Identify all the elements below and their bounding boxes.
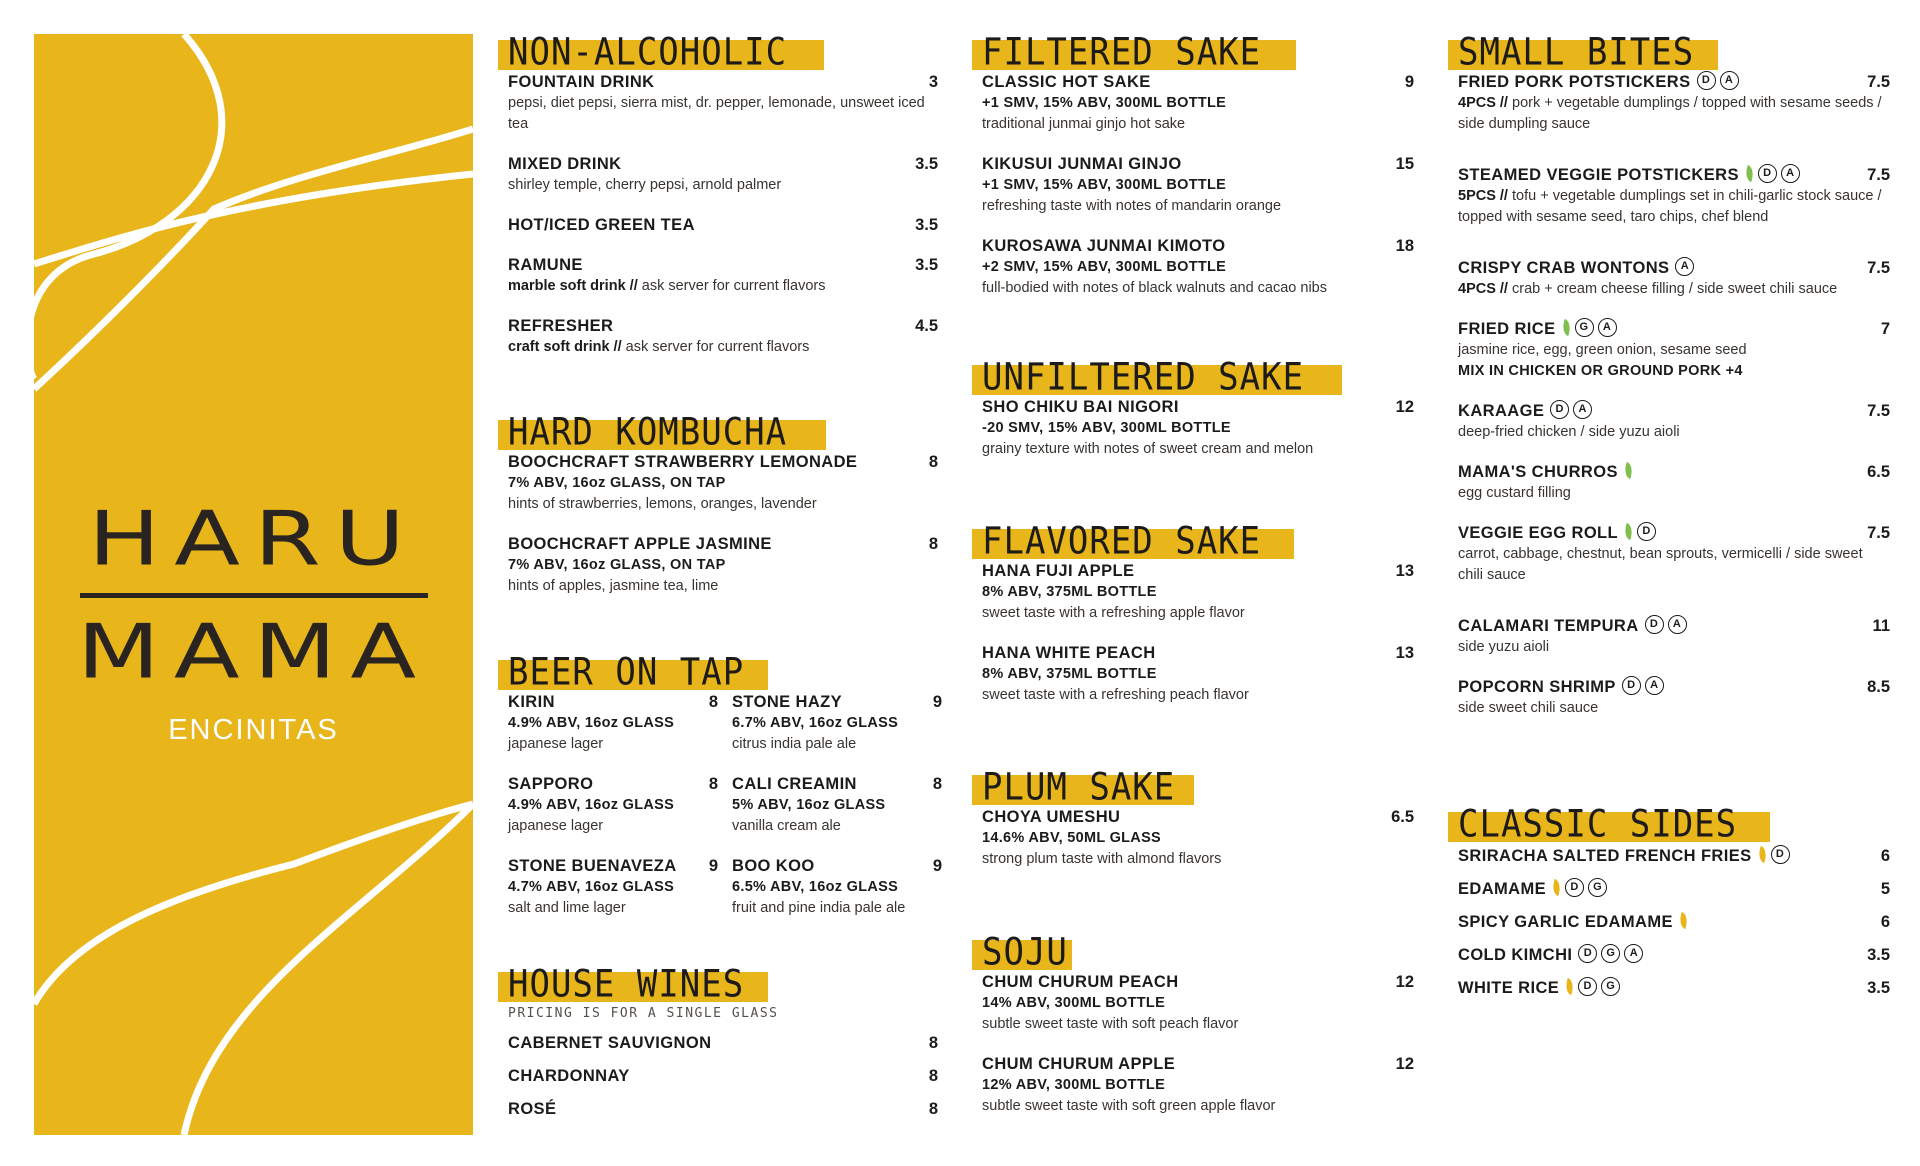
dietary-badges (1675, 257, 1694, 276)
item-name: CABERNET SAUVIGNON (508, 1034, 712, 1052)
item-name (1458, 258, 1694, 279)
small-bites-list (1448, 72, 1900, 719)
item-desc (1458, 186, 1890, 228)
item-name: KIRIN (508, 693, 555, 711)
section-title: HOUSE WINES (508, 962, 745, 1007)
menu-item (972, 561, 1424, 624)
item-header (1458, 258, 1890, 279)
menu-item (1448, 978, 1900, 998)
section-flavored-sake (972, 517, 1424, 725)
item-price: 3.5 (915, 256, 938, 274)
section-non-alcoholic (498, 28, 948, 377)
item-desc: fruit and pine india pale ale (732, 900, 906, 916)
section-note: PRICING IS FOR A SINGLE GLASS (508, 1006, 779, 1021)
item-header (1458, 165, 1890, 186)
item-price: 11 (1872, 617, 1890, 635)
item-desc: vanilla cream ale (732, 818, 841, 834)
dietary-badges (1622, 676, 1664, 695)
item-name: CLASSIC HOT SAKE (982, 73, 1151, 91)
item-desc (508, 337, 938, 358)
item-name: HANA FUJI APPLE (982, 562, 1135, 580)
item-name (1458, 879, 1607, 900)
menu-item (972, 72, 1424, 135)
vegetarian-leaf-icon (1622, 462, 1636, 479)
dietary-badges (1552, 878, 1607, 897)
item-desc-text: tofu + vegetable dumplings set in chili-garlic stock sauce / topped with sesame seed, taro chips, chef blend (1458, 188, 1882, 225)
item-name-text: WHITE RICE (1458, 978, 1560, 997)
allergen-g-icon: G (1601, 944, 1620, 963)
item-name-text: FRIED RICE (1458, 320, 1556, 338)
section-unfiltered-sake (972, 353, 1424, 479)
item-price: 6 (1880, 846, 1890, 865)
item-price: 8 (928, 535, 938, 553)
item-price: 8 (708, 775, 718, 793)
item-desc-bold: craft soft drink // (508, 339, 622, 355)
menu-item (1448, 616, 1900, 658)
menu-item (1448, 879, 1900, 899)
item-desc: strong plum taste with almond flavors (982, 851, 1222, 867)
allergen-d-icon: D (1565, 878, 1584, 897)
dietary-badges (1624, 522, 1656, 541)
item-name (1458, 945, 1643, 966)
logo (34, 491, 473, 747)
item-price: 8 (928, 1100, 938, 1118)
item-name-text: CALAMARI TEMPURA (1458, 617, 1639, 635)
item-name: FOUNTAIN DRINK (508, 73, 655, 91)
menu-item (972, 643, 1424, 706)
item-spec: 7% ABV, 16oz GLASS, ON TAP (508, 475, 726, 491)
menu-item (972, 154, 1424, 217)
item-spec: 7% ABV, 16oz GLASS, ON TAP (508, 557, 726, 573)
item-price: 9 (708, 857, 718, 875)
item-price: 3.5 (1867, 978, 1890, 997)
item-name: BOOCHCRAFT APPLE JASMINE (508, 535, 772, 553)
item-name: BOO KOO (732, 857, 815, 875)
dietary-badges (1562, 318, 1617, 337)
item-desc (508, 276, 938, 297)
item-name-text: SPICY GARLIC EDAMAME (1458, 912, 1673, 931)
item-header (1458, 462, 1890, 483)
vegan-leaf-icon (1677, 912, 1691, 929)
item-desc-bold: marble soft drink // (508, 278, 638, 294)
item-desc-text: side yuzu aioli (1458, 639, 1550, 655)
menu-item (972, 972, 1424, 1035)
menu-item (1448, 846, 1900, 866)
item-name: HANA WHITE PEACH (982, 644, 1156, 662)
item-spec: 5% ABV, 16oz GLASS (732, 797, 886, 813)
menu-item (732, 856, 956, 919)
menu-item (1448, 945, 1900, 965)
item-name: CHUM CHURUM PEACH (982, 973, 1179, 991)
section-title: FILTERED SAKE (982, 30, 1262, 75)
item-price: 8 (708, 693, 718, 711)
item-price: 5 (1880, 879, 1890, 898)
item-name (1458, 462, 1633, 483)
menu-item (1448, 462, 1900, 504)
item-desc: refreshing taste with notes of mandarin orange (982, 198, 1282, 214)
menu-item (972, 236, 1424, 299)
item-desc: shirley temple, cherry pepsi, arnold palmer (508, 177, 782, 193)
item-desc-text: jasmine rice, egg, green onion, sesame seed (1458, 342, 1747, 358)
menu-item (498, 1099, 948, 1120)
item-price: 3 (928, 73, 938, 91)
item-name: BOOCHCRAFT STRAWBERRY LEMONADE (508, 453, 858, 471)
allergen-d-icon: D (1645, 615, 1664, 634)
menu-item (1448, 912, 1900, 932)
item-name-text: EDAMAME (1458, 879, 1547, 898)
section-title: SOJU (982, 930, 1068, 975)
item-desc: pepsi, diet pepsi, sierra mist, dr. pepper, lemonade, unsweet iced tea (508, 95, 925, 132)
item-spec: +1 SMV, 15% ABV, 300ML BOTTLE (982, 177, 1227, 193)
menu-item (498, 1033, 948, 1054)
item-name: CHARDONNAY (508, 1067, 630, 1085)
allergen-a-icon: A (1624, 944, 1643, 963)
vegetarian-leaf-icon (1559, 319, 1573, 336)
item-price: 12 (1395, 973, 1414, 991)
item-price: 6.5 (1867, 463, 1890, 481)
item-desc (1458, 544, 1890, 586)
menu-item (508, 692, 732, 755)
item-desc (1458, 698, 1890, 719)
item-name (1458, 912, 1688, 933)
menu-item (508, 856, 732, 919)
item-price: 12 (1395, 1055, 1414, 1073)
item-price: 9 (932, 857, 942, 875)
section-title: NON-ALCOHOLIC (508, 30, 788, 75)
allergen-d-icon: D (1637, 522, 1656, 541)
item-desc-text: egg custard filling (1458, 485, 1571, 501)
item-name: MIXED DRINK (508, 155, 622, 173)
menu-item (1448, 165, 1900, 228)
item-desc-text: side sweet chili sauce (1458, 700, 1599, 716)
item-name (1458, 72, 1739, 93)
section-classic-sides (1448, 800, 1900, 1011)
section-soju (972, 928, 1424, 1136)
item-desc-bold: 4PCS // (1458, 95, 1508, 111)
item-name: CALI CREAMIN (732, 775, 857, 793)
item-desc-bold: 4PCS // (1458, 281, 1508, 297)
item-desc: citrus india pale ale (732, 736, 857, 752)
item-name: ROSÉ (508, 1100, 557, 1118)
item-price: 8 (932, 775, 942, 793)
item-name-text: MAMA'S CHURROS (1458, 463, 1618, 481)
item-spec: 4.9% ABV, 16oz GLASS (508, 797, 675, 813)
item-header (1458, 72, 1890, 93)
menu-item (1448, 677, 1900, 719)
item-desc-text: ask server for current flavors (625, 339, 810, 355)
menu-item (1448, 523, 1900, 586)
menu-item (498, 316, 948, 358)
item-desc: full-bodied with notes of black walnuts and cacao nibs (982, 280, 1327, 296)
menu-item (498, 1066, 948, 1087)
item-name (1458, 165, 1800, 186)
item-header (1458, 523, 1890, 544)
item-desc: traditional junmai ginjo hot sake (982, 116, 1186, 132)
item-name (1458, 616, 1687, 637)
item-spec: 12% ABV, 300ML BOTTLE (982, 1077, 1166, 1093)
vegan-leaf-icon (1550, 879, 1564, 896)
item-desc (1458, 637, 1890, 658)
dietary-badges (1624, 463, 1633, 478)
item-name-text: CRISPY CRAB WONTONS (1458, 259, 1670, 277)
vegetarian-leaf-icon (1622, 523, 1636, 540)
item-spec: 6.7% ABV, 16oz GLASS (732, 715, 899, 731)
item-name: CHOYA UMESHU (982, 808, 1121, 826)
dietary-badges (1758, 845, 1790, 864)
menu-item (498, 452, 948, 515)
dietary-badges (1645, 615, 1687, 634)
menu-item (1448, 258, 1900, 300)
item-name: CHUM CHURUM APPLE (982, 1055, 1176, 1073)
item-price: 13 (1395, 562, 1414, 580)
item-desc: hints of apples, jasmine tea, lime (508, 578, 719, 594)
menu-item (498, 215, 948, 236)
allergen-d-icon: D (1622, 676, 1641, 695)
dietary-badges (1565, 977, 1620, 996)
item-desc: subtle sweet taste with soft peach flavor (982, 1016, 1239, 1032)
item-header (1458, 616, 1890, 637)
item-name-text: POPCORN SHRIMP (1458, 678, 1616, 696)
item-header (1458, 319, 1890, 340)
item-name: SHO CHIKU BAI NIGORI (982, 398, 1179, 416)
item-price: 7.5 (1867, 166, 1890, 184)
allergen-d-icon: D (1758, 164, 1777, 183)
dietary-badges (1745, 164, 1800, 183)
item-name: RAMUNE (508, 256, 583, 274)
item-spec: 6.5% ABV, 16oz GLASS (732, 879, 899, 895)
item-desc (1458, 483, 1890, 504)
item-price: 7.5 (1867, 259, 1890, 277)
item-desc: subtle sweet taste with soft green apple flavor (982, 1098, 1276, 1114)
item-name: STONE HAZY (732, 693, 843, 711)
menu-item (732, 692, 956, 755)
allergen-a-icon: A (1668, 615, 1687, 634)
item-spec: +2 SMV, 15% ABV, 300ML BOTTLE (982, 259, 1227, 275)
item-desc (1458, 340, 1890, 361)
item-price: 8 (928, 1034, 938, 1052)
item-name-text: SRIRACHA SALTED FRENCH FRIES (1458, 846, 1752, 865)
item-desc-bold: 5PCS // (1458, 188, 1508, 204)
section-filtered-sake (972, 28, 1424, 318)
item-desc-text: pork + vegetable dumplings / topped with sesame seeds / side dumpling sauce (1458, 95, 1882, 132)
item-price: 12 (1395, 398, 1414, 416)
item-desc: japanese lager (508, 818, 604, 834)
item-spec: 4.7% ABV, 16oz GLASS (508, 879, 675, 895)
item-spec: 8% ABV, 375ML BOTTLE (982, 584, 1157, 600)
menu-item (732, 774, 956, 837)
item-price: 8 (928, 1067, 938, 1085)
item-name: KUROSAWA JUNMAI KIMOTO (982, 237, 1226, 255)
item-spec: 14% ABV, 300ML BOTTLE (982, 995, 1166, 1011)
item-desc-text: carrot, cabbage, chestnut, bean sprouts, vermicelli / side sweet chili sauce (1458, 546, 1863, 583)
vegan-leaf-icon (1755, 846, 1769, 863)
item-price: 7.5 (1867, 402, 1890, 420)
item-desc: salt and lime lager (508, 900, 626, 916)
item-price: 15 (1395, 155, 1414, 173)
allergen-a-icon: A (1720, 71, 1739, 90)
item-desc: hints of strawberries, lemons, oranges, lavender (508, 496, 817, 512)
item-name: KIKUSUI JUNMAI GINJO (982, 155, 1182, 173)
menu-item (1448, 319, 1900, 382)
beer-grid (498, 692, 948, 938)
allergen-g-icon: G (1575, 318, 1594, 337)
item-price: 9 (1404, 73, 1414, 91)
allergen-a-icon: A (1598, 318, 1617, 337)
allergen-g-icon: G (1588, 878, 1607, 897)
menu-item (498, 534, 948, 597)
item-addon: MIX IN CHICKEN OR GROUND PORK +4 (1458, 363, 1743, 379)
section-plum-sake (972, 763, 1424, 889)
item-price: 8 (928, 453, 938, 471)
dietary-badges (1578, 944, 1643, 963)
item-name (1458, 401, 1592, 422)
item-desc: japanese lager (508, 736, 604, 752)
item-name (1458, 846, 1790, 867)
item-price: 13 (1395, 644, 1414, 662)
item-spec: 4.9% ABV, 16oz GLASS (508, 715, 675, 731)
menu-item (498, 72, 948, 135)
item-name: STONE BUENAVEZA (508, 857, 677, 875)
item-header (1458, 401, 1890, 422)
section-hard-kombucha (498, 408, 948, 616)
item-desc: grainy texture with notes of sweet cream and melon (982, 441, 1314, 457)
section-title: SMALL BITES (1458, 30, 1695, 75)
allergen-a-icon: A (1675, 257, 1694, 276)
section-title: CLASSIC SIDES (1458, 802, 1738, 847)
item-name (1458, 677, 1664, 698)
dietary-badges (1679, 913, 1688, 928)
dietary-badges (1550, 400, 1592, 419)
allergen-g-icon: G (1601, 977, 1620, 996)
item-spec: 8% ABV, 375ML BOTTLE (982, 666, 1157, 682)
section-beer-on-tap (498, 648, 948, 938)
item-price: 7.5 (1867, 73, 1890, 91)
vegan-leaf-icon (1563, 978, 1577, 995)
vegetarian-leaf-icon (1743, 165, 1757, 182)
menu-item (972, 807, 1424, 870)
menu-item (1448, 72, 1900, 135)
section-title: FLAVORED SAKE (982, 519, 1262, 564)
section-title: PLUM SAKE (982, 765, 1176, 810)
allergen-d-icon: D (1697, 71, 1716, 90)
item-price: 18 (1395, 237, 1414, 255)
allergen-d-icon: D (1771, 845, 1790, 864)
item-desc (1458, 279, 1890, 300)
allergen-d-icon: D (1578, 977, 1597, 996)
item-desc (1458, 422, 1890, 443)
classic-sides-list (1448, 846, 1900, 998)
item-desc (1458, 93, 1890, 135)
item-name (1458, 319, 1617, 340)
item-name-text: KARAAGE (1458, 402, 1545, 420)
menu-item (498, 154, 948, 196)
item-price: 4.5 (915, 317, 938, 335)
logo-haru: HARU (88, 495, 419, 583)
item-name: REFRESHER (508, 317, 614, 335)
section-title: UNFILTERED SAKE (982, 355, 1305, 400)
location-label: ENCINITAS (168, 714, 339, 746)
section-small-bites (1448, 28, 1900, 738)
allergen-d-icon: D (1578, 944, 1597, 963)
item-price: 3.5 (915, 155, 938, 173)
item-desc-text: deep-fried chicken / side yuzu aioli (1458, 424, 1680, 440)
item-price: 3.5 (1867, 945, 1890, 964)
item-price: 3.5 (915, 216, 938, 234)
menu-item (508, 774, 732, 837)
allergen-a-icon: A (1781, 164, 1800, 183)
item-desc-text: ask server for current flavors (641, 278, 826, 294)
item-name-text: FRIED PORK POTSTICKERS (1458, 73, 1691, 91)
item-spec: +1 SMV, 15% ABV, 300ML BOTTLE (982, 95, 1227, 111)
brand-panel (34, 34, 473, 1135)
allergen-a-icon: A (1645, 676, 1664, 695)
logo-divider (80, 593, 428, 598)
item-price: 6.5 (1391, 808, 1414, 826)
section-title: BEER ON TAP (508, 650, 745, 695)
menu-item (972, 397, 1424, 460)
item-desc: sweet taste with a refreshing peach flavor (982, 687, 1249, 703)
section-title: HARD KOMBUCHA (508, 410, 788, 455)
dietary-badges (1697, 71, 1739, 90)
allergen-d-icon: D (1550, 400, 1569, 419)
item-desc: sweet taste with a refreshing apple flavor (982, 605, 1245, 621)
section-house-wines (498, 960, 948, 1120)
item-price: 8.5 (1867, 678, 1890, 696)
item-name (1458, 523, 1656, 544)
menu-item (498, 255, 948, 297)
item-name-text: VEGGIE EGG ROLL (1458, 524, 1619, 542)
item-price: 7 (1880, 320, 1890, 338)
item-price: 6 (1880, 912, 1890, 931)
item-name (1458, 978, 1620, 999)
item-spec: -20 SMV, 15% ABV, 300ML BOTTLE (982, 420, 1231, 436)
menu-item (972, 1054, 1424, 1117)
item-name: HOT/ICED GREEN TEA (508, 216, 695, 234)
item-price: 9 (932, 693, 942, 711)
menu-item (1448, 401, 1900, 443)
allergen-a-icon: A (1573, 400, 1592, 419)
item-desc-text: crab + cream cheese filling / side sweet chili sauce (1512, 281, 1838, 297)
logo-mama: MAMA (77, 608, 430, 696)
item-name-text: STEAMED VEGGIE POTSTICKERS (1458, 166, 1739, 184)
item-header (1458, 677, 1890, 698)
item-name-text: COLD KIMCHI (1458, 945, 1573, 964)
item-name: SAPPORO (508, 775, 594, 793)
item-price: 7.5 (1867, 524, 1890, 542)
item-spec: 14.6% ABV, 50ML GLASS (982, 830, 1162, 846)
